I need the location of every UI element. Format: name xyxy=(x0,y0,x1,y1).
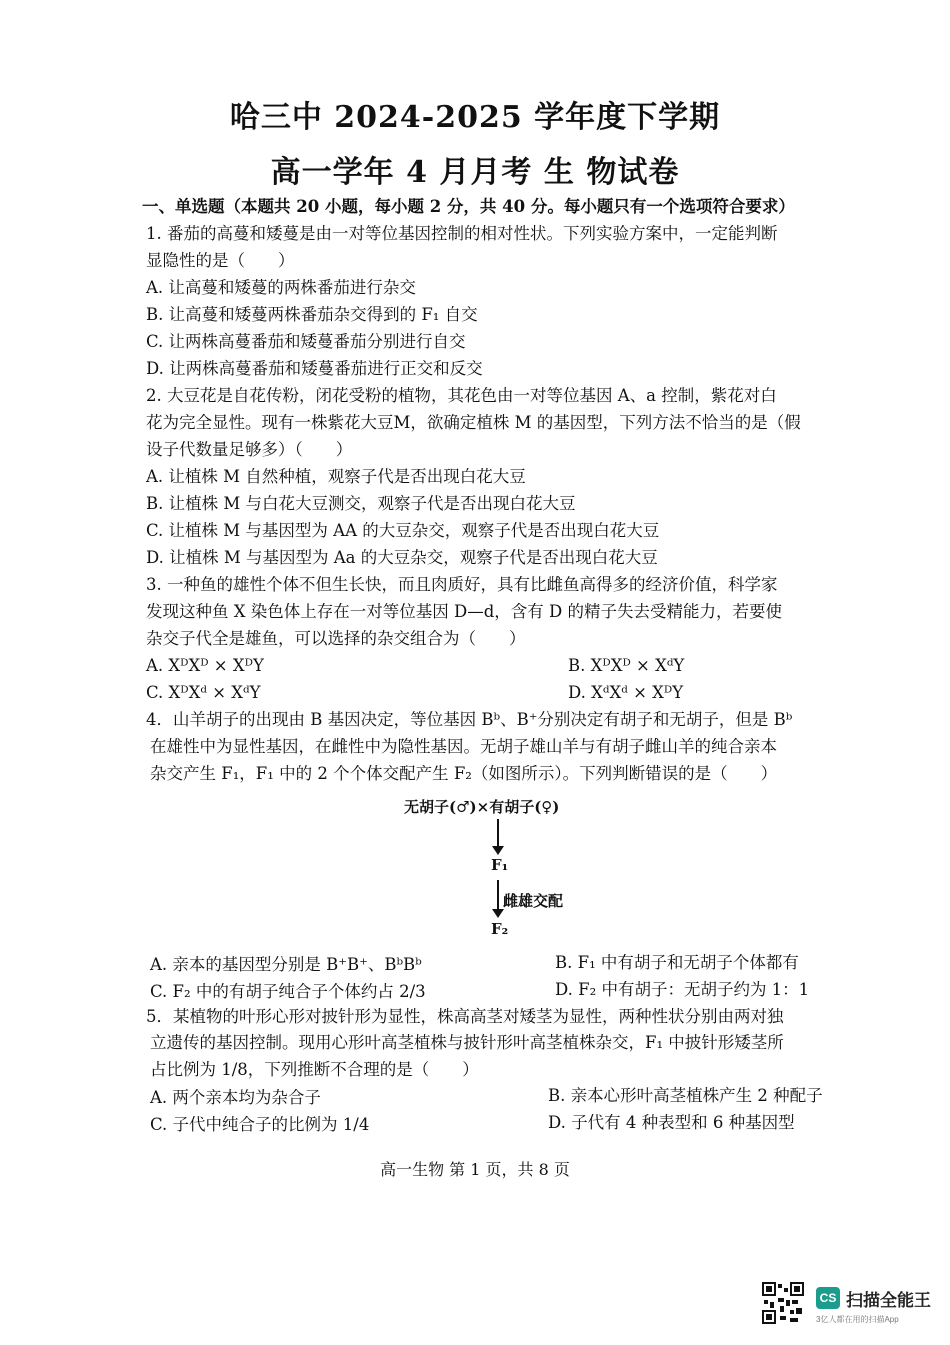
f1-label: F₁ xyxy=(491,856,509,874)
q1-stem-1: 1. 番茄的高蔓和矮蔓是由一对等位基因控制的相对性状。下列实验方案中，一定能判断 xyxy=(146,224,778,243)
q1-option-d: D. 让两株高蔓番茄和矮蔓番茄进行正交和反交 xyxy=(146,359,483,378)
section-heading: 一、单选题（本题共 20 小题，每小题 2 分，共 40 分。每小题只有一个选项符合要求） xyxy=(142,197,795,216)
title-line-1: 哈三中 2024-2025 学年度下学期 xyxy=(229,100,721,135)
f2-label: F₂ xyxy=(491,920,509,938)
q4-stem-2: 在雄性中为显性基因，在雌性中为隐性基因。无胡子雄山羊与有胡子雌山羊的纯合亲本 xyxy=(150,737,777,756)
q4-stem-1: 4．山羊胡子的出现由 B 基因决定，等位基因 Bᵇ、B⁺分别决定有胡子和无胡子，但是 Bᵇ xyxy=(146,710,793,729)
cross-label: 雌雄交配 xyxy=(503,892,564,910)
camscanner-logo-icon: CS xyxy=(816,1287,840,1309)
q5-option-a: A. 两个亲本均为杂合子 xyxy=(150,1088,321,1107)
q3-option-b: B. XᴰXᴰ × XᵈY xyxy=(568,656,685,675)
q4-option-c: C. F₂ 中的有胡子纯合子个体约占 2/3 xyxy=(150,982,426,1001)
q4-option-b: B. F₁ 中有胡子和无胡子个体都有 xyxy=(555,953,799,972)
q2-stem-3: 设子代数量足够多）（ ） xyxy=(146,440,353,459)
q3-stem-3: 杂交子代全是雄鱼，可以选择的杂交组合为（ ） xyxy=(146,629,526,648)
q1-option-c: C. 让两株高蔓番茄和矮蔓番茄分别进行自交 xyxy=(146,332,466,351)
q5-stem-3: 占比例为 1/8，下列推断不合理的是（ ） xyxy=(150,1060,479,1079)
q4-option-d: D. F₂ 中有胡子：无胡子约为 1：1 xyxy=(555,980,810,999)
q4-option-a: A. 亲本的基因型分别是 B⁺B⁺、BᵇBᵇ xyxy=(150,955,422,974)
arrow-f1-to-f2 xyxy=(497,880,499,912)
q2-option-b: B. 让植株 M 与白花大豆测交，观察子代是否出现白花大豆 xyxy=(146,494,576,513)
page-footer: 高一生物 第 1 页，共 8 页 xyxy=(380,1160,570,1179)
q2-stem-2: 花为完全显性。现有一株紫花大豆M，欲确定植株 M 的基因型，下列方法不恰当的是（假 xyxy=(146,413,801,432)
q2-option-c: C. 让植株 M 与基因型为 AA 的大豆杂交，观察子代是否出现白花大豆 xyxy=(146,521,660,540)
q1-option-b: B. 让高蔓和矮蔓两株番茄杂交得到的 F₁ 自交 xyxy=(146,305,478,324)
arrow-p-to-f1 xyxy=(497,819,499,849)
arrow-head-1 xyxy=(492,846,504,855)
camscanner-name: 扫描全能王 xyxy=(846,1291,931,1310)
q3-option-a: A. XᴰXᴰ × XᴰY xyxy=(146,656,264,675)
cross-parents: 无胡子(♂)×有胡子(♀) xyxy=(404,798,560,816)
q3-option-c: C. XᴰXᵈ × XᵈY xyxy=(146,683,261,702)
qr-code-icon xyxy=(762,1282,804,1324)
q1-stem-2: 显隐性的是（ ） xyxy=(146,251,295,270)
q2-option-d: D. 让植株 M 与基因型为 Aa 的大豆杂交，观察子代是否出现白花大豆 xyxy=(146,548,658,567)
q4-stem-3: 杂交产生 F₁，F₁ 中的 2 个个体交配产生 F₂（如图所示）。下列判断错误的是（ ） xyxy=(150,764,778,783)
q1-option-a: A. 让高蔓和矮蔓的两株番茄进行杂交 xyxy=(146,278,416,297)
q5-option-b: B. 亲本心形叶高茎植株产生 2 种配子 xyxy=(548,1086,823,1105)
q3-stem-2: 发现这种鱼 X 染色体上存在一对等位基因 D—d，含有 D 的精子失去受精能力，若要使 xyxy=(146,602,782,621)
q3-stem-1: 3. 一种鱼的雄性个体不但生长快，而且肉质好，具有比雌鱼高得多的经济价值，科学家 xyxy=(146,575,778,594)
q2-stem-1: 2. 大豆花是自花传粉，闭花受粉的植物，其花色由一对等位基因 A、a 控制，紫花对白 xyxy=(146,386,777,405)
camscanner-tagline: 3亿人都在用的扫描App xyxy=(816,1315,899,1324)
title-line-2: 高一学年 4 月月考 生 物试卷 xyxy=(270,155,680,190)
q5-stem-1: 5．某植物的叶形心形对披针形为显性，株高高茎对矮茎为显性，两种性状分别由两对独 xyxy=(146,1007,784,1026)
q5-option-d: D. 子代有 4 种表型和 6 种基因型 xyxy=(548,1113,795,1132)
q3-option-d: D. XᵈXᵈ × XᴰY xyxy=(568,683,684,702)
q2-option-a: A. 让植株 M 自然种植，观察子代是否出现白花大豆 xyxy=(146,467,526,486)
q5-option-c: C. 子代中纯合子的比例为 1/4 xyxy=(150,1115,370,1134)
q5-stem-2: 立遗传的基因控制。现用心形叶高茎植株与披针形叶高茎植株杂交，F₁ 中披针形矮茎所 xyxy=(150,1033,784,1052)
